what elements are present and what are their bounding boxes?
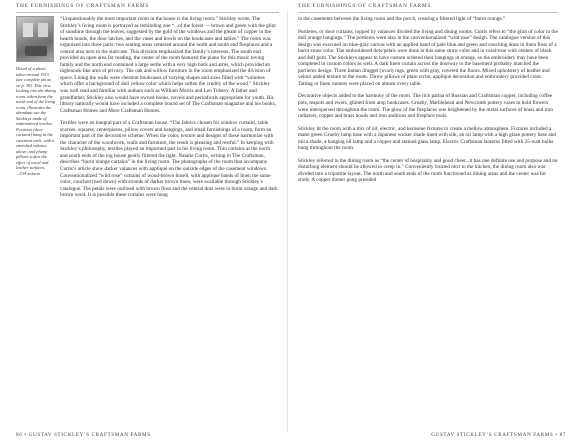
figure-caption-text: Detail of a photo taken around 1915 (see complete photo on p. 38). This view looking into the dining room, taken form the north end of the living room, illustrates the abundant use the Stickleys made of embroidered textiles. Portieres (door curtains) hang in the casement arch, with a stretched valance above, and plump pillows soften the effect of wood and leather surfaces.	[16, 66, 56, 170]
folio-right: GUSTAV STICKLEY’S CRAFTSMAN FARMS • 87	[431, 432, 566, 438]
paragraph: Textiles were an integral part of a Craftsman house. “The fabrics chosen for window curtains, table scarves, squares, centerpieces, pillow covers and hangings, and small furnishings of a room, form an important part of the decorative scheme. When the color, texture and designs of these harmonize with the character of the woodwork, walls and furniture, the result is pleasing and restful.” In keeping with Stickley’s philosophy, textiles played an important part in his living room. Thin curtains at the north and south ends of the log house gently filtered the light. Natalie Curtis, writing in The Craftsman, describes “burnt orange curtains” in the living room. The photographs of the room that accompany Curtis’s article show darker valances with appliqué on the outside edges of the casement windows. Conventionalized “wild rose” curtains of wood-brown linsell, with appliqué bands of linen the same color, couched (tied down) with strands of darker brown linen, were available through Stickley’s catalogue. The petals were outlined with brown floss and the central dots were in burnt orange and dark brown wool. It is possible these curtains were hung	[60, 120, 278, 199]
paragraph: “Unquestionably the most important room in the house is the living room,” Stickley wrote. The Stickley’s living room is portrayed as reminding one “...of the forest — brown and green with the glint of sunshine through the leaves, suggested by the gold of the windows and the gleam of copper in the hearth hoods, the door latches, and the vases and bowls on the bookcases and tables.” The room was organized into three parts: two seating areas centered around the north and south end fireplaces and a central area next to the staircase. This division emphasized the family’s interests. The south end provided an open area for reading, the center of the room featured the piano for this music loving family and the north end contained a large settle with a very high back and arms, which provided an inglenook-like area of privacy. The oak and willow furniture in the room emphasized the division of space. Lining the walls were chestnut bookcases of varying shapes and sizes filled with “volumes which offer a background of dull yellow color which helps soften the crudity of the wood.” Stickley was well read and familiar with authors such as William Morris and Leo Tolstoy. A father and grandfather, Stickley also would have owned books, novels and periodicals appropriate for youth. His library naturally would have included a complete bound set of The Craftsman magazine and his books, Craftsman Homes and More Craftsman Homes.	[60, 16, 276, 114]
dining-room-photo	[16, 16, 54, 62]
paragraph: Stickley lit the room with a mix of oil, electric, and kerosene fixtures to create a mellow atmosphere. Fixtures included a matte green Grueby lamp base with a Japanese wicker shade lined with silk, an oil lamp with a high glaze pottery base and mica shade, a hanging oil lamp and a copper and stained glass lamp. Electric Craftsman lanterns fitted with 25-watt bulbs hung throughout the room.	[298, 125, 556, 152]
right-text-column	[298, 16, 558, 184]
left-text-column	[60, 16, 278, 199]
running-head-left: THE FURNISHINGS OF CRAFTSMAN FARMS	[16, 3, 150, 9]
paragraph: in the casements between the living room and the porch, creating a filtered light of “burnt orange.”	[298, 16, 506, 22]
header-rule-left	[16, 12, 279, 13]
furniture-shape	[25, 46, 47, 56]
paragraph: Stickley referred to the dining room as “the center of hospitality and good cheer...it has one definite use and purpose and no disturbing element should be allowed to creep in.” Conveniently located next to the kitchen, the dining room also was divided into a tripartite layout. The north and south ends of the room functioned as dining areas and the center was for study. A copper dinner gong presided	[298, 157, 558, 184]
figure-caption	[16, 66, 56, 177]
window-shape	[23, 23, 33, 37]
folio-left: 86 • GUSTAV STICKLEY’S CRAFTSMAN FARMS	[16, 432, 151, 438]
right-page	[288, 0, 576, 443]
paragraph: Portieres, or door curtains, topped by valances divided the living and dining rooms. Curtis refers to “the glint of color in the dull orange hangings.” The portieres were also in the conventionalized “wild rose” design. The catalogue version of this design was executed on blue-gray canvas with an applied band of pale blue and green and couching done in linen floss of a burnt straw color. The embroidered dots/petals were done in this same straw color and in coral/rose with centers of black and dull gold. The Stickleys appear to have custom ordered their hangings in orange, so the embroidery may have been completed in custom colors as well. A dark linen curtain across the doorway to the basement probably matched the portieres design. Three Indian druggel (wool) rugs, green with gray, covered the floors. Mixed upholstery of leather and velour added texture to the room. Throw pillows of plain scrim, appliqué decoration and embroidery provided color. Tatting or linen runners were placed on almost every table.	[298, 28, 558, 87]
paragraph: Decorative objects added to the harmony of the room. The rich patina of Russian and Craftsman copper, including coffee pots, teapots and ewers, glinted from atop bookcases. Grueby, Marblehead and Newcomb pottery vases to hold flowers were interspersed throughout the room. The glow of the fireplaces was heightened by the metal surfaces of brass and iron radiators, copper and brass hoods and iron andirons and fireplace tools.	[298, 93, 554, 120]
running-head-right: THE FURNISHINGS OF CRAFTSMAN FARMS	[298, 3, 432, 9]
figure-credit: —CSF archives	[16, 171, 41, 176]
header-rule-right	[298, 12, 558, 13]
window-shape	[38, 23, 48, 37]
